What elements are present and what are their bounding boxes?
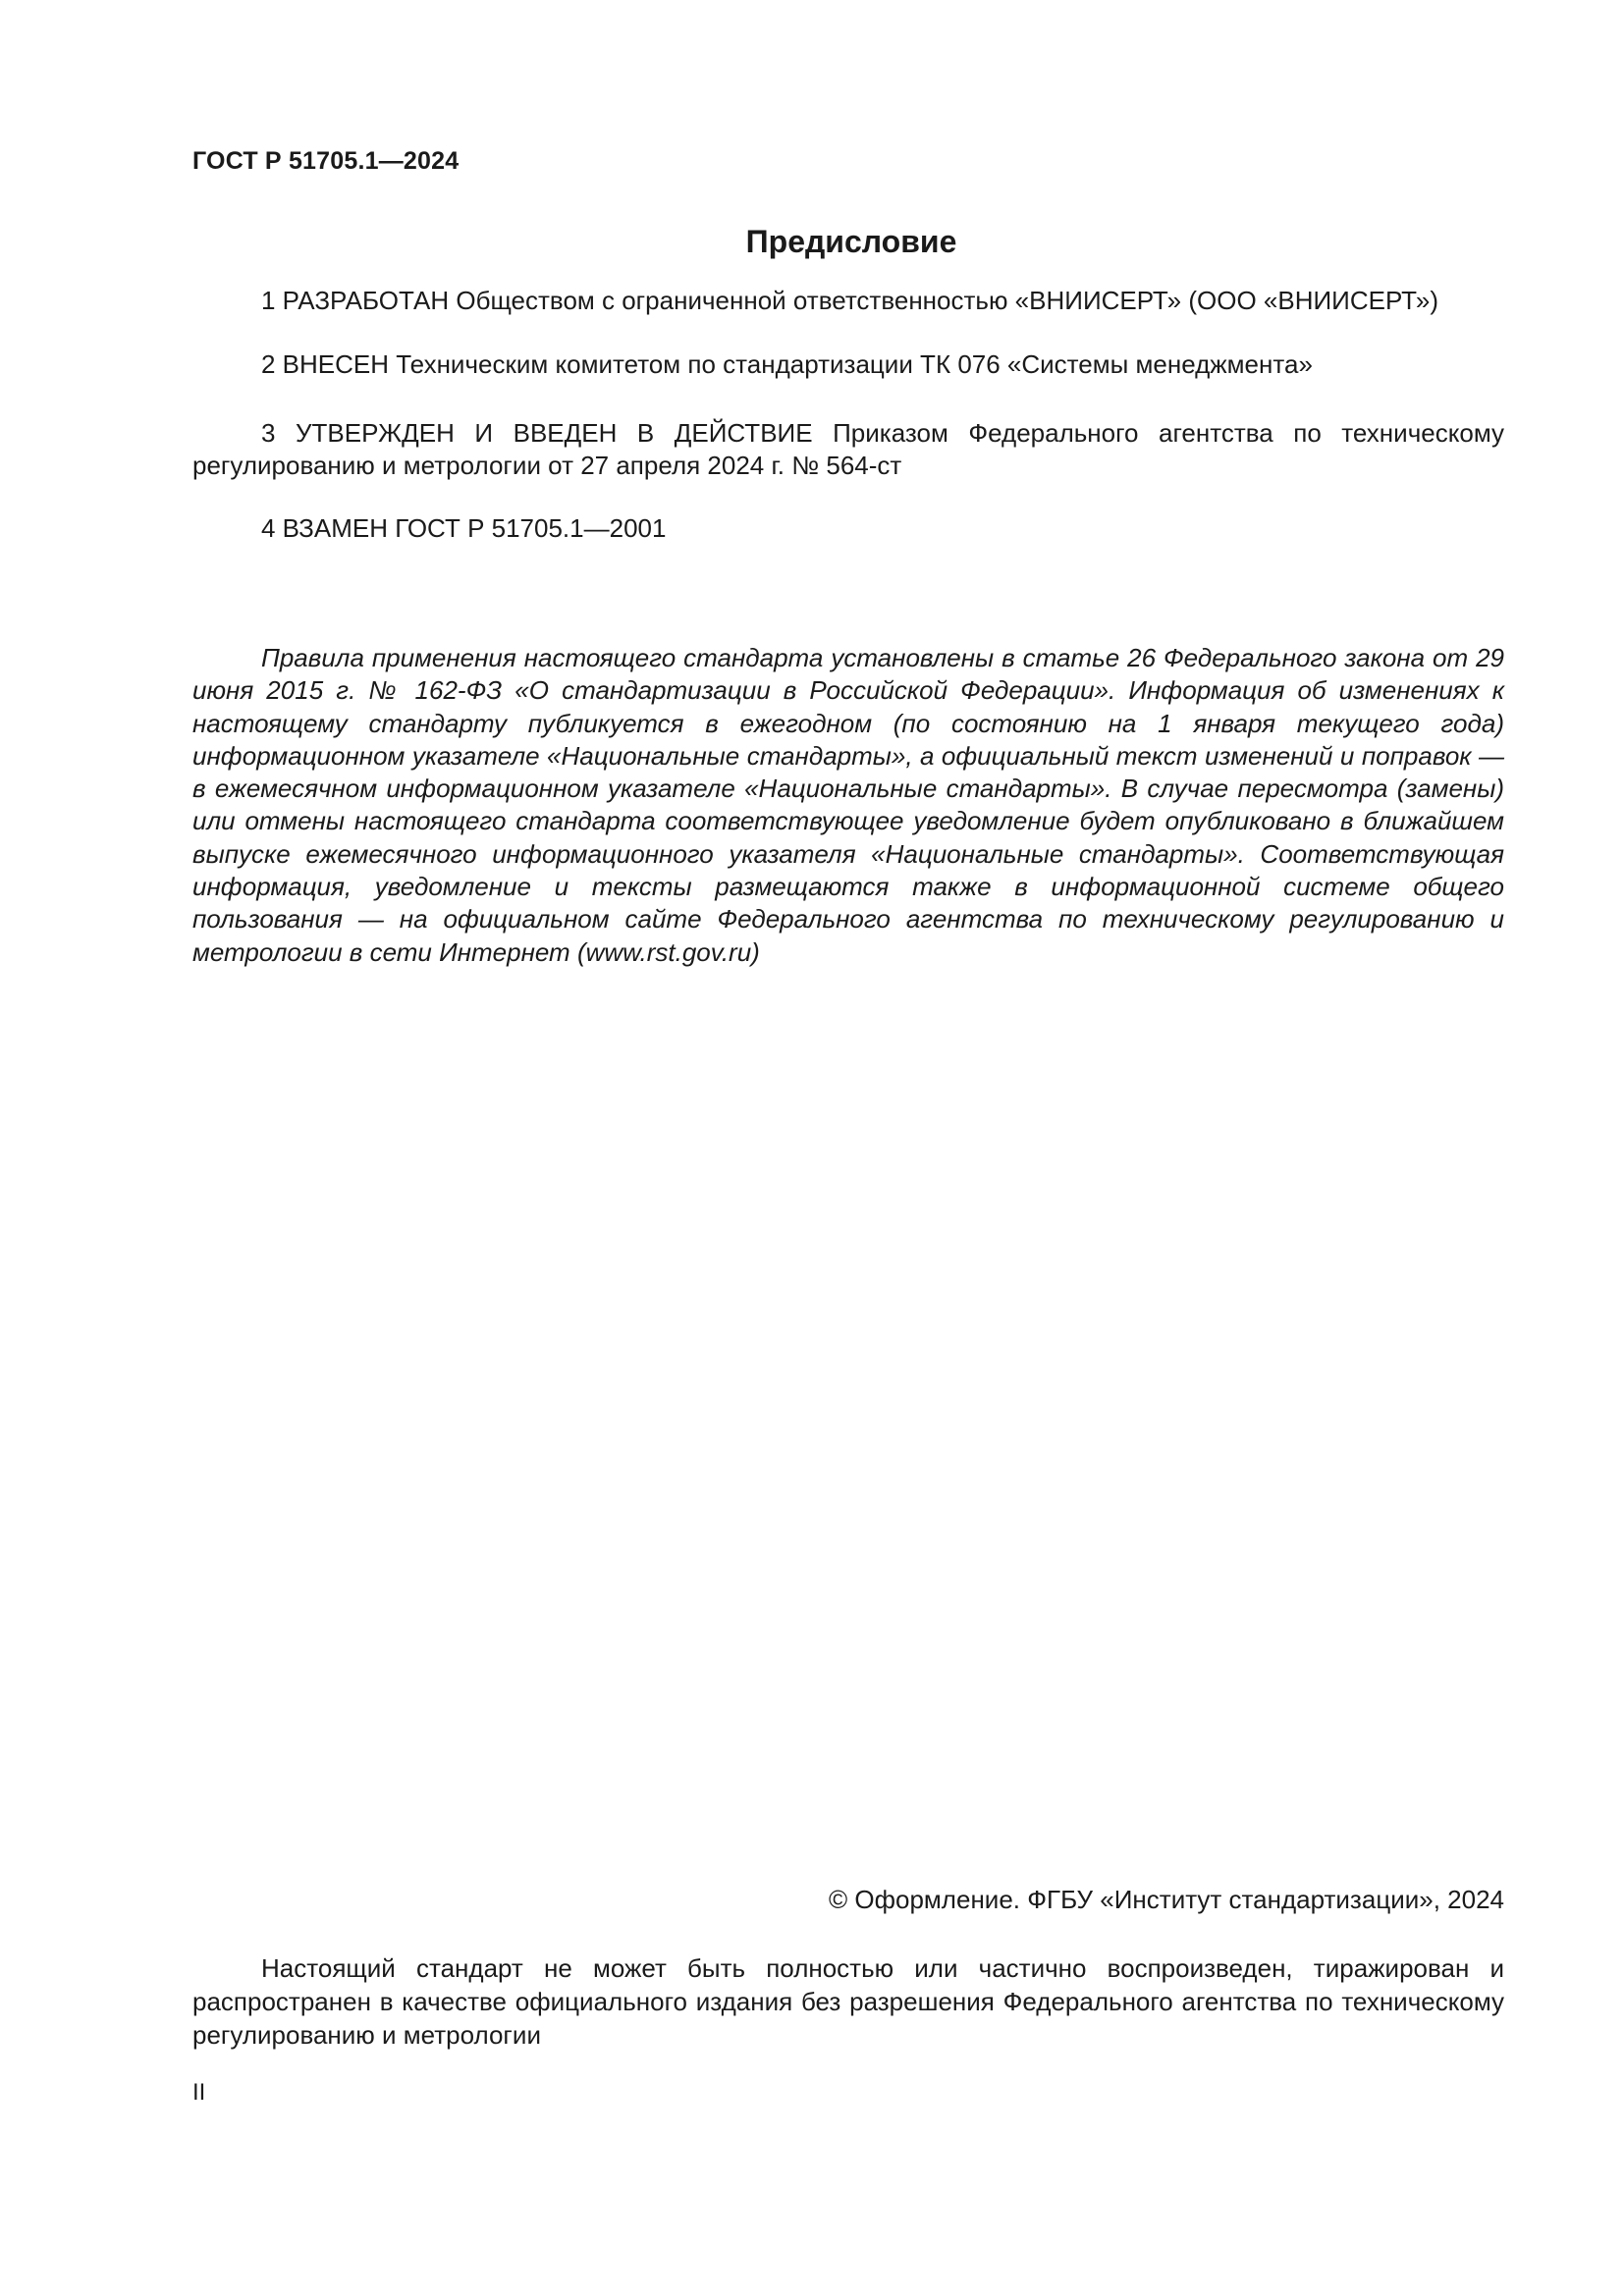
foreword-title: Предисловие — [745, 224, 957, 259]
foreword-item-3: 3 УТВЕРЖДЕН И ВВЕДЕН В ДЕЙСТВИЕ Приказом Федерального агентства по техническому регулированию и метрологии от 27 апреля 2024 г. № 564-ст — [192, 418, 1504, 480]
copyright-line: © Оформление. ФГБУ «Институт стандартизации», 2024 — [829, 1885, 1504, 1914]
document-code: ГОСТ Р 51705.1—2024 — [192, 147, 460, 175]
rules-of-application-note: Правила применения настоящего стандарта установлены в статье 26 Федерального закона от 29 июня 2015 г. № 162-ФЗ «О стандартизации в Российской Федерации». Информация об изменениях к настоящему стандарту публикуется в ежегодном (по состоянию на 1 января текущего года) информационном указателе «Национальные стандарты», а официальный текст изменений и поправок — в ежемесячном информационном указателе «Национальные стандарты». В случае пересмотра (замены) или отмены настоящего стандарта соответствующее уведомление будет опубликовано в ближайшем выпуске ежемесячного информационного указателя «Национальные стандарты». Соответствующая информация, уведомление и тексты размещаются также в информационной системе общего пользования — на официальном сайте Федерального агентства по техническому регулированию и метрологии в сети Интернет (www.rst.gov.ru) — [192, 643, 1504, 967]
page-number: II — [192, 2079, 206, 2106]
reproduction-notice: Настоящий стандарт не может быть полностью или частично воспроизведен, тиражирован и распространен в качестве официального издания без разрешения Федерального агентства по техническому регулированию и метрологии — [192, 1953, 1504, 2050]
foreword-item-4: 4 ВЗАМЕН ГОСТ Р 51705.1—2001 — [261, 513, 667, 543]
foreword-item-1: 1 РАЗРАБОТАН Обществом с ограниченной ответственностью «ВНИИСЕРТ» (ООО «ВНИИСЕРТ») — [261, 286, 1438, 315]
foreword-item-2: 2 ВНЕСЕН Техническим комитетом по стандартизации ТК 076 «Системы менеджмента» — [261, 349, 1313, 379]
